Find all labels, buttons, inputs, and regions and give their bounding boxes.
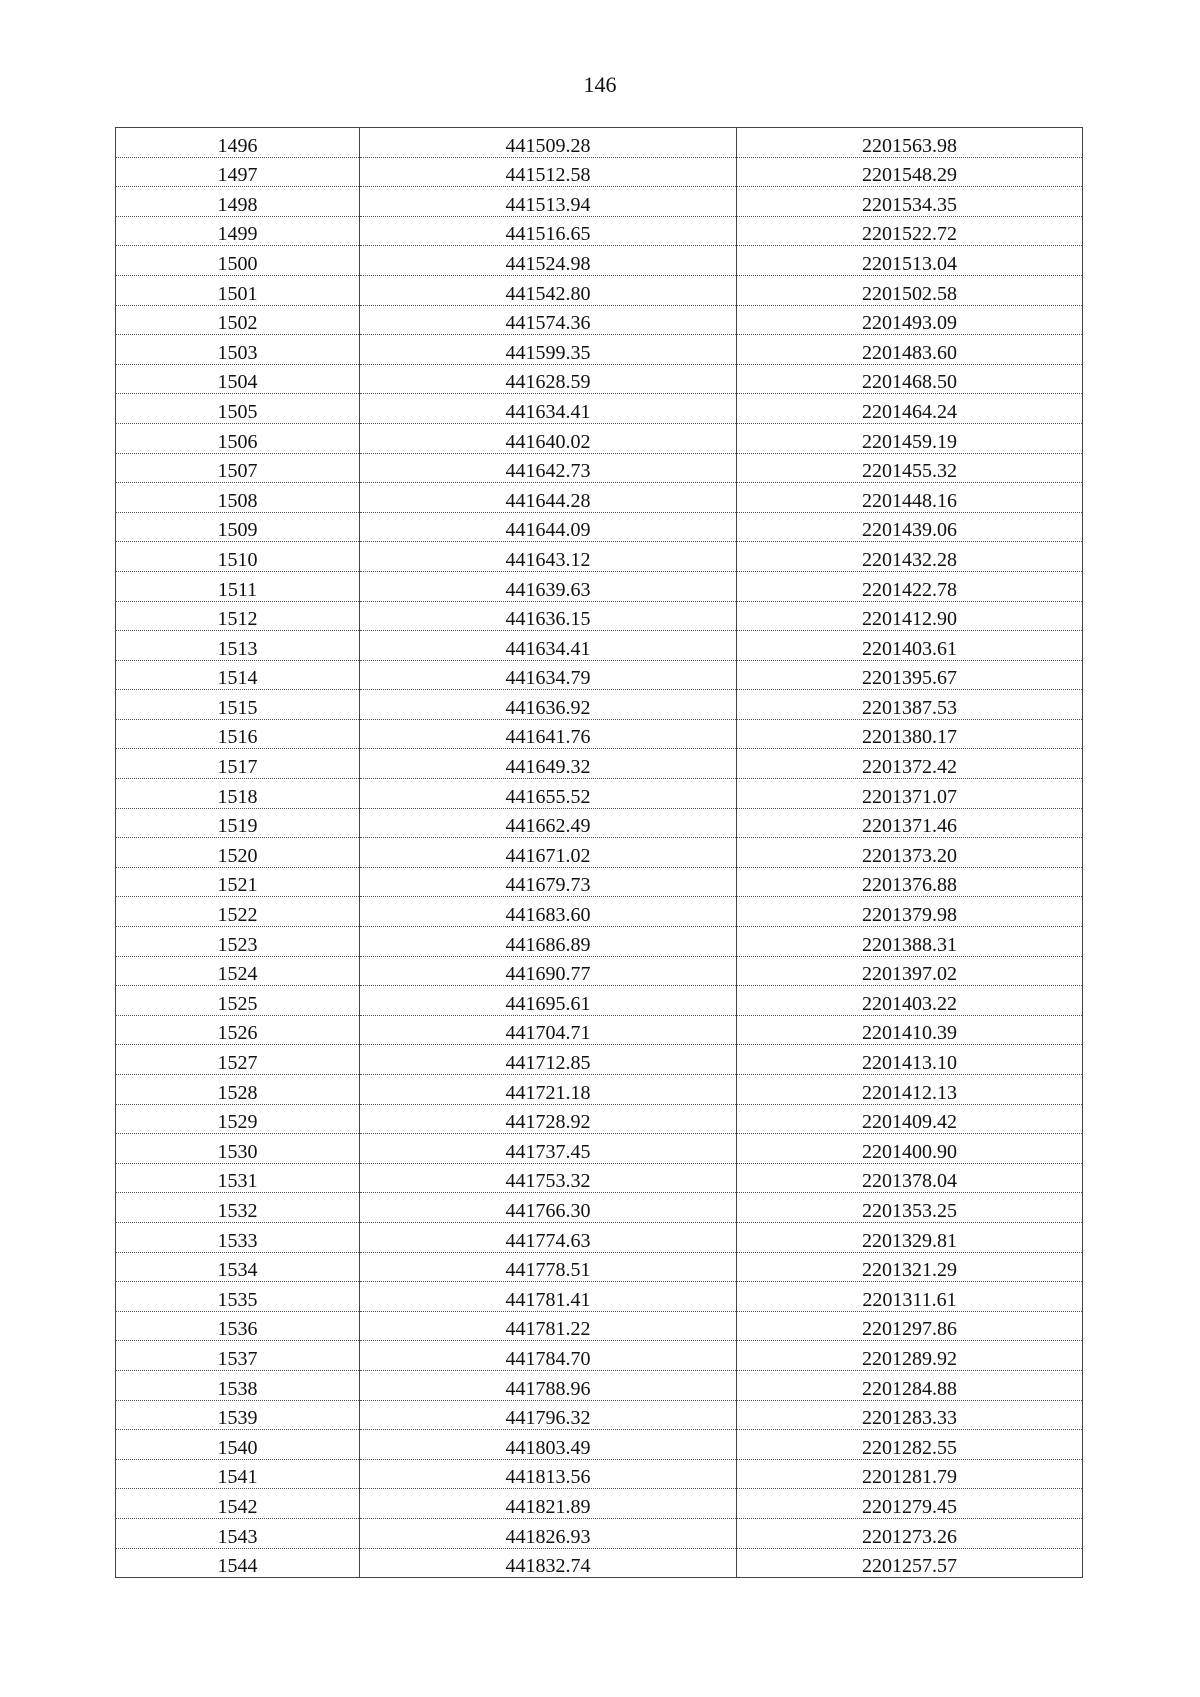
x-coordinate-cell: 441509.28 — [360, 128, 737, 158]
point-number-cell: 1513 — [116, 631, 360, 661]
table-row — [116, 483, 1083, 513]
x-coordinate-cell: 441599.35 — [360, 335, 737, 365]
point-number-cell: 1536 — [116, 1311, 360, 1341]
point-number-cell: 1511 — [116, 571, 360, 601]
y-coordinate-cell: 2201455.32 — [737, 453, 1083, 483]
table-row — [116, 719, 1083, 749]
x-coordinate-cell: 441781.22 — [360, 1311, 737, 1341]
x-coordinate-cell: 441634.41 — [360, 394, 737, 424]
point-number-cell: 1526 — [116, 1015, 360, 1045]
x-coordinate-cell: 441695.61 — [360, 986, 737, 1016]
table-row — [116, 1193, 1083, 1223]
x-coordinate-cell: 441778.51 — [360, 1252, 737, 1282]
y-coordinate-cell: 2201410.39 — [737, 1015, 1083, 1045]
x-coordinate-cell: 441644.09 — [360, 512, 737, 542]
y-coordinate-cell: 2201439.06 — [737, 512, 1083, 542]
x-coordinate-cell: 441574.36 — [360, 305, 737, 335]
x-coordinate-cell: 441679.73 — [360, 867, 737, 897]
point-number-cell: 1533 — [116, 1222, 360, 1252]
point-number-cell: 1503 — [116, 335, 360, 365]
y-coordinate-cell: 2201378.04 — [737, 1163, 1083, 1193]
point-number-cell: 1518 — [116, 779, 360, 809]
y-coordinate-cell: 2201371.07 — [737, 779, 1083, 809]
table-row — [116, 1015, 1083, 1045]
table-row — [116, 394, 1083, 424]
y-coordinate-cell: 2201282.55 — [737, 1430, 1083, 1460]
y-coordinate-cell: 2201468.50 — [737, 364, 1083, 394]
y-coordinate-cell: 2201329.81 — [737, 1222, 1083, 1252]
x-coordinate-cell: 441634.79 — [360, 660, 737, 690]
x-coordinate-cell: 441634.41 — [360, 631, 737, 661]
point-number-cell: 1504 — [116, 364, 360, 394]
table-row — [116, 1134, 1083, 1164]
point-number-cell: 1501 — [116, 275, 360, 305]
point-number-cell: 1539 — [116, 1400, 360, 1430]
y-coordinate-cell: 2201273.26 — [737, 1518, 1083, 1548]
y-coordinate-cell: 2201279.45 — [737, 1489, 1083, 1519]
table-row — [116, 275, 1083, 305]
table-row — [116, 1282, 1083, 1312]
y-coordinate-cell: 2201522.72 — [737, 216, 1083, 246]
table-row — [116, 1459, 1083, 1489]
x-coordinate-cell: 441704.71 — [360, 1015, 737, 1045]
y-coordinate-cell: 2201380.17 — [737, 719, 1083, 749]
table-row — [116, 897, 1083, 927]
y-coordinate-cell: 2201413.10 — [737, 1045, 1083, 1075]
y-coordinate-cell: 2201403.61 — [737, 631, 1083, 661]
table-row — [116, 187, 1083, 217]
point-number-cell: 1544 — [116, 1548, 360, 1578]
x-coordinate-cell: 441781.41 — [360, 1282, 737, 1312]
y-coordinate-cell: 2201563.98 — [737, 128, 1083, 158]
x-coordinate-cell: 441712.85 — [360, 1045, 737, 1075]
point-number-cell: 1538 — [116, 1370, 360, 1400]
x-coordinate-cell: 441642.73 — [360, 453, 737, 483]
y-coordinate-cell: 2201387.53 — [737, 690, 1083, 720]
x-coordinate-cell: 441649.32 — [360, 749, 737, 779]
point-number-cell: 1537 — [116, 1341, 360, 1371]
point-number-cell: 1514 — [116, 660, 360, 690]
point-number-cell: 1530 — [116, 1134, 360, 1164]
table-row — [116, 512, 1083, 542]
point-number-cell: 1498 — [116, 187, 360, 217]
table-row — [116, 1045, 1083, 1075]
x-coordinate-cell: 441728.92 — [360, 1104, 737, 1134]
x-coordinate-cell: 441671.02 — [360, 838, 737, 868]
point-number-cell: 1524 — [116, 956, 360, 986]
page-number: 146 — [583, 72, 617, 97]
y-coordinate-cell: 2201373.20 — [737, 838, 1083, 868]
table-row — [116, 1222, 1083, 1252]
x-coordinate-cell: 441655.52 — [360, 779, 737, 809]
point-number-cell: 1522 — [116, 897, 360, 927]
y-coordinate-cell: 2201257.57 — [737, 1548, 1083, 1578]
y-coordinate-cell: 2201513.04 — [737, 246, 1083, 276]
point-number-cell: 1512 — [116, 601, 360, 631]
x-coordinate-cell: 441513.94 — [360, 187, 737, 217]
table-row — [116, 690, 1083, 720]
point-number-cell: 1523 — [116, 927, 360, 957]
y-coordinate-cell: 2201395.67 — [737, 660, 1083, 690]
table-row — [116, 660, 1083, 690]
y-coordinate-cell: 2201376.88 — [737, 867, 1083, 897]
x-coordinate-cell: 441639.63 — [360, 571, 737, 601]
point-number-cell: 1532 — [116, 1193, 360, 1223]
y-coordinate-cell: 2201412.90 — [737, 601, 1083, 631]
table-row — [116, 364, 1083, 394]
table-row — [116, 542, 1083, 572]
x-coordinate-cell: 441641.76 — [360, 719, 737, 749]
x-coordinate-cell: 441788.96 — [360, 1370, 737, 1400]
table-row — [116, 601, 1083, 631]
x-coordinate-cell: 441662.49 — [360, 808, 737, 838]
table-row — [116, 571, 1083, 601]
table-row — [116, 808, 1083, 838]
point-number-cell: 1507 — [116, 453, 360, 483]
point-number-cell: 1500 — [116, 246, 360, 276]
table-row — [116, 1163, 1083, 1193]
y-coordinate-cell: 2201353.25 — [737, 1193, 1083, 1223]
table-row — [116, 867, 1083, 897]
y-coordinate-cell: 2201311.61 — [737, 1282, 1083, 1312]
x-coordinate-cell: 441512.58 — [360, 157, 737, 187]
table-row — [116, 1341, 1083, 1371]
y-coordinate-cell: 2201371.46 — [737, 808, 1083, 838]
point-number-cell: 1516 — [116, 719, 360, 749]
y-coordinate-cell: 2201400.90 — [737, 1134, 1083, 1164]
x-coordinate-cell: 441766.30 — [360, 1193, 737, 1223]
table-row — [116, 423, 1083, 453]
y-coordinate-cell: 2201284.88 — [737, 1370, 1083, 1400]
table-row — [116, 128, 1083, 158]
point-number-cell: 1508 — [116, 483, 360, 513]
point-number-cell: 1519 — [116, 808, 360, 838]
x-coordinate-cell: 441524.98 — [360, 246, 737, 276]
x-coordinate-cell: 441686.89 — [360, 927, 737, 957]
y-coordinate-cell: 2201397.02 — [737, 956, 1083, 986]
table-row — [116, 216, 1083, 246]
table-row — [116, 1489, 1083, 1519]
y-coordinate-cell: 2201493.09 — [737, 305, 1083, 335]
table-row — [116, 956, 1083, 986]
point-number-cell: 1497 — [116, 157, 360, 187]
point-number-cell: 1525 — [116, 986, 360, 1016]
y-coordinate-cell: 2201403.22 — [737, 986, 1083, 1016]
y-coordinate-cell: 2201502.58 — [737, 275, 1083, 305]
table-row — [116, 631, 1083, 661]
point-number-cell: 1502 — [116, 305, 360, 335]
y-coordinate-cell: 2201372.42 — [737, 749, 1083, 779]
y-coordinate-cell: 2201283.33 — [737, 1400, 1083, 1430]
x-coordinate-cell: 441774.63 — [360, 1222, 737, 1252]
table-row — [116, 1252, 1083, 1282]
x-coordinate-cell: 441628.59 — [360, 364, 737, 394]
y-coordinate-cell: 2201289.92 — [737, 1341, 1083, 1371]
point-number-cell: 1528 — [116, 1075, 360, 1105]
table-row — [116, 453, 1083, 483]
point-number-cell: 1543 — [116, 1518, 360, 1548]
point-number-cell: 1527 — [116, 1045, 360, 1075]
table-row — [116, 1370, 1083, 1400]
y-coordinate-cell: 2201548.29 — [737, 157, 1083, 187]
x-coordinate-cell: 441644.28 — [360, 483, 737, 513]
y-coordinate-cell: 2201379.98 — [737, 897, 1083, 927]
table-row — [116, 749, 1083, 779]
x-coordinate-cell: 441796.32 — [360, 1400, 737, 1430]
point-number-cell: 1506 — [116, 423, 360, 453]
y-coordinate-cell: 2201448.16 — [737, 483, 1083, 513]
table-row — [116, 779, 1083, 809]
table-row — [116, 305, 1083, 335]
point-number-cell: 1535 — [116, 1282, 360, 1312]
table-row — [116, 1518, 1083, 1548]
point-number-cell: 1520 — [116, 838, 360, 868]
x-coordinate-cell: 441542.80 — [360, 275, 737, 305]
table-row — [116, 157, 1083, 187]
y-coordinate-cell: 2201412.13 — [737, 1075, 1083, 1105]
x-coordinate-cell: 441737.45 — [360, 1134, 737, 1164]
x-coordinate-cell: 441753.32 — [360, 1163, 737, 1193]
table-row — [116, 986, 1083, 1016]
y-coordinate-cell: 2201534.35 — [737, 187, 1083, 217]
x-coordinate-cell: 441832.74 — [360, 1548, 737, 1578]
point-number-cell: 1509 — [116, 512, 360, 542]
table-row — [116, 1104, 1083, 1134]
point-number-cell: 1540 — [116, 1430, 360, 1460]
point-number-cell: 1496 — [116, 128, 360, 158]
y-coordinate-cell: 2201422.78 — [737, 571, 1083, 601]
x-coordinate-cell: 441636.15 — [360, 601, 737, 631]
table-row — [116, 335, 1083, 365]
y-coordinate-cell: 2201483.60 — [737, 335, 1083, 365]
x-coordinate-cell: 441821.89 — [360, 1489, 737, 1519]
table-row — [116, 838, 1083, 868]
point-number-cell: 1515 — [116, 690, 360, 720]
table-row — [116, 1075, 1083, 1105]
point-number-cell: 1531 — [116, 1163, 360, 1193]
point-number-cell: 1541 — [116, 1459, 360, 1489]
y-coordinate-cell: 2201281.79 — [737, 1459, 1083, 1489]
point-number-cell: 1505 — [116, 394, 360, 424]
point-number-cell: 1534 — [116, 1252, 360, 1282]
x-coordinate-cell: 441826.93 — [360, 1518, 737, 1548]
table-row — [116, 1430, 1083, 1460]
x-coordinate-cell: 441813.56 — [360, 1459, 737, 1489]
coordinates-table-body — [116, 128, 1083, 1578]
x-coordinate-cell: 441721.18 — [360, 1075, 737, 1105]
coordinates-table — [115, 127, 1083, 1578]
y-coordinate-cell: 2201321.29 — [737, 1252, 1083, 1282]
y-coordinate-cell: 2201409.42 — [737, 1104, 1083, 1134]
point-number-cell: 1499 — [116, 216, 360, 246]
x-coordinate-cell: 441683.60 — [360, 897, 737, 927]
x-coordinate-cell: 441803.49 — [360, 1430, 737, 1460]
table-row — [116, 246, 1083, 276]
y-coordinate-cell: 2201464.24 — [737, 394, 1083, 424]
y-coordinate-cell: 2201297.86 — [737, 1311, 1083, 1341]
y-coordinate-cell: 2201432.28 — [737, 542, 1083, 572]
y-coordinate-cell: 2201388.31 — [737, 927, 1083, 957]
y-coordinate-cell: 2201459.19 — [737, 423, 1083, 453]
table-row — [116, 1548, 1083, 1578]
table-row — [116, 1311, 1083, 1341]
table-row — [116, 927, 1083, 957]
x-coordinate-cell: 441640.02 — [360, 423, 737, 453]
x-coordinate-cell: 441516.65 — [360, 216, 737, 246]
x-coordinate-cell: 441636.92 — [360, 690, 737, 720]
point-number-cell: 1542 — [116, 1489, 360, 1519]
table-row — [116, 1400, 1083, 1430]
x-coordinate-cell: 441784.70 — [360, 1341, 737, 1371]
point-number-cell: 1510 — [116, 542, 360, 572]
x-coordinate-cell: 441690.77 — [360, 956, 737, 986]
point-number-cell: 1517 — [116, 749, 360, 779]
point-number-cell: 1521 — [116, 867, 360, 897]
x-coordinate-cell: 441643.12 — [360, 542, 737, 572]
point-number-cell: 1529 — [116, 1104, 360, 1134]
